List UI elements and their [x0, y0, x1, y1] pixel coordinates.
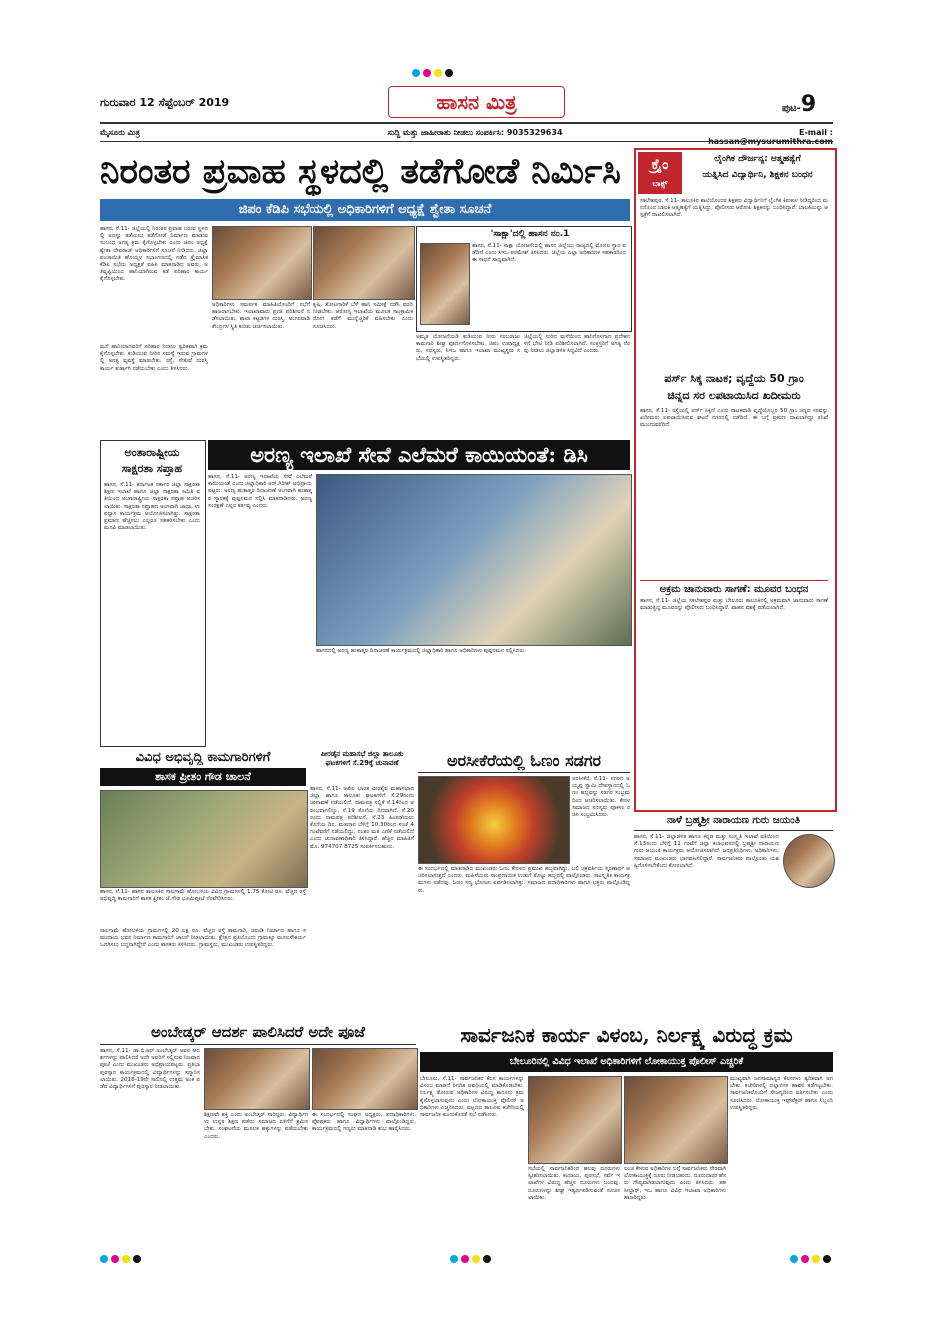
registration-marks-top — [412, 62, 532, 72]
vikasa-headline-1: ವಿವಿಧ ಅಭಿವೃದ್ಧಿ ಕಾಮಗಾರಿಗಳಿಗೆ — [135, 750, 271, 765]
lokayukta-col4: ಮುಖ್ಯವಾಗಿ ಜನಸಾಮಾನ್ಯರ ಕೆಲಸಗಳು ತ್ವರಿತವಾಗಿ ಆಗಬೇಕು. ಕಚೇರಿಗಳಲ್ಲಿ ದಲ್ಲಾಳಿಗಳ ಹಾವಳಿ ತಡೆಗಟ್ಟಬೇಕು. ಸಾರ್ವಜನಿಕರೊಂದಿಗೆ ಸೌಜನ್ಯದಿಂದ ವರ್ತಿಸಬೇಕು ಎಂದು ಸೂಚಿಸಿದರು. ಲೋಕಾಯುಕ್ತ ಇನ್ಸ್‌ಪೆಕ್ಟರ್ ಹಾಗೂ ಸಿಬ್ಬಂದಿ ಉಪಸ್ಥಿತರಿದ್ದರು. — [730, 1076, 833, 1111]
vikasa-headline-2: ಶಾಸಕ ಪ್ರೀತಂ ಗೌಡ ಚಾಲನೆ — [100, 768, 306, 786]
onam-side-text: ಅರಸೀಕೆರೆ, ಸೆ.11- ನಗರದ ಅಯ್ಯಪ್ಪ ಸ್ವಾಮಿ ದೇವಸ್ಥಾನದಲ್ಲಿ ಓಣಂ ಹಬ್ಬವನ್ನು ಸಡಗರ ಸಂಭ್ರಮದಿಂದ ಆಚರಿಸಲಾಯಿತು. ಕೇರಳ ಸಮಾಜದ ಸದಸ್ಯರು ಪೂಕಳಂ ರಚಿಸಿ ಸಂಭ್ರಮಿಸಿದರು. — [572, 776, 630, 819]
narayana-guru-body: ಹಾಸನ, ಸೆ.11- ಜಿಲ್ಲಾಡಳಿತ ಹಾಗೂ ಕನ್ನಡ ಮತ್ತು ಸಂಸ್ಕೃತಿ ಇಲಾಖೆ ವತಿಯಿಂದ ಸೆ.13ರಂದು ಬೆಳಿಗ್ಗೆ 11 ಗಂಟೆಗೆ ಜಿಲ್ಲಾ ಕಲಾಭವನದಲ್ಲಿ ಬ್ರಹ್ಮಶ್ರೀ ನಾರಾಯಣ ಗುರು ಜಯಂತಿ ಕಾರ್ಯಕ್ರಮ ಆಯೋಜಿಸಲಾಗಿದೆ. ಜನಪ್ರತಿನಿಧಿಗಳು, ಅಧಿಕಾರಿಗಳು, ಸಮಾಜದ ಮುಖಂಡರು ಭಾಗವಹಿಸಲಿದ್ದಾರೆ. ಸಾರ್ವಜನಿಕರು ಪಾಲ್ಗೊಂಡು ಯಶಸ್ವಿಗೊಳಿಸಬೇಕೆಂದು ಕೋರಲಾಗಿದೆ. — [634, 834, 779, 869]
lead-col6-text: ಜಿಲ್ಲೆಯಲ್ಲಿ ಸುರಿದ ಮಳೆಯಿಂದ ಹಾನಿಗೊಳಗಾದ ಪ್ರದೇಶಗಳಿಗೆ ಭೇಟಿ ನೀಡಿ ಪರಿಶೀಲಿಸಲಾಗಿದೆ. ಸಂತ್ರಸ್ತರಿಗೆ ಅಗತ್ಯ ನೆರವು ನೀಡಲು ಜಿಲ್ಲಾಡಳಿತ ಸಿದ್ಧವಿದೆ ಎಂದರು. — [524, 334, 630, 355]
issue-date: ಗುರುವಾರ 12 ಸೆಪ್ಟೆಂಬರ್ 2019 — [100, 96, 230, 109]
crime-story-2: ಹಾಸನ, ಸೆ.11- ರಸ್ತೆಯಲ್ಲಿ ಪರ್ಸ್ ಸಿಕ್ಕಿದೆ ಎಂದು ನಾಟಕವಾಡಿ ವೃದ್ಧೆಯೊಬ್ಬರ 50 ಗ್ರಾಂ ಚಿನ್ನದ ಸರವನ್ನು ಖದೀಮರು ಲಪಟಾಯಿಸಿರುವ ಘಟನೆ ನಗರದಲ್ಲಿ ನಡೆದಿದೆ. ಈ ಬಗ್ಗೆ ಪ್ರಕರಣ ದಾಖಲಾಗಿದ್ದು ತನಿಖೆ ಮುಂದುವರೆದಿದೆ. — [640, 408, 828, 429]
lead-photo-officer — [313, 226, 415, 300]
onam-headline: ಅರಸೀಕೆರೆಯಲ್ಲಿ ಓಣಂ ಸಡಗರ — [418, 750, 630, 773]
lead-col3-text: ಅಧಿಕಾರಿಗಳು ಸಮರ್ಪಕ ಮಾಹಿತಿಯೊಂದಿಗೆ ಸಭೆಗೆ ಹಾಜರಾಗಬೇಕು. ಇಲಾಖಾವಾರು ಪ್ರಗತಿ ಪರಿಶೀಲನೆ ನಡೆಸಲಾಯಿತು. ಶಾಲಾ ಕಟ್ಟಡಗಳ ದುರಸ್ತಿ, ಅಂಗನವಾಡಿ ಕೇಂದ್ರಗಳ ಸ್ಥಿತಿ ಕುರಿತು ಚರ್ಚಿಸಲಾಯಿತು. — [212, 302, 310, 330]
onam-body: ಈ ಸಂದರ್ಭದಲ್ಲಿ ಮಾತನಾಡಿದ ಮುಖಂಡರು ಓಣಂ ಕೇರಳದ ಪ್ರಮುಖ ಹಬ್ಬವಾಗಿದ್ದು, ಬಲಿ ಚಕ್ರವರ್ತಿಯ ಸ್ಮರಣಾರ್ಥ ಆಚರಿಸಲಾಗುತ್ತದೆ ಎಂದರು. ಮಹಿಳೆಯರು ಸಾಂಪ್ರದಾಯಿಕ ಉಡುಗೆ ತೊಟ್ಟು ಹಬ್ಬದಲ್ಲಿ ಪಾಲ್ಗೊಂಡರು. ಸಾಂಸ್ಕೃತಿಕ ಕಾರ್ಯಕ್ರಮಗಳು ನಡೆದವು. ಓಣಂ ಸದ್ಯ ಭೋಜನ ಏರ್ಪಡಿಸಲಾಗಿತ್ತು. ಸಮಾಜದ ಪದಾಧಿಕಾರಿಗಳು ಹಾಗೂ ಭಕ್ತರು ಪಾಲ್ಗೊಂಡಿದ್ದರು. — [418, 866, 630, 894]
lead-subhead: ಜಿಪಂ ಕೆಡಿಪಿ ಸಭೆಯಲ್ಲಿ ಅಧಿಕಾರಿಗಳಿಗೆ ಅಧ್ಯಕ್ಷೆ ಶ್ವೇತಾ ಸೂಚನೆ — [100, 199, 630, 221]
ambedkar-col3: ಈ ಸಂದರ್ಭದಲ್ಲಿ ಸಂಘದ ಅಧ್ಯಕ್ಷರು, ಪದಾಧಿಕಾರಿಗಳು, ಪೋಷಕರು ಹಾಗೂ ವಿದ್ಯಾರ್ಥಿಗಳು ಪಾಲ್ಗೊಂಡಿದ್ದರು. ಕಾರ್ಯಕ್ರಮದಲ್ಲಿ ಗಣ್ಯರು ಮಾತನಾಡಿ ಶುಭ ಹಾರೈಸಿದರು. — [312, 1112, 416, 1133]
page-label — [782, 92, 842, 117]
masthead-rule-top — [100, 122, 833, 124]
ceo-portrait — [420, 243, 470, 325]
forest-headline: ಅರಣ್ಯ ಇಲಾಖೆ ಸೇವೆ ಎಲೆಮರೆ ಕಾಯಿಯಂತೆ: ಡಿಸಿ — [208, 440, 630, 470]
lokayukta-col2: ಸಭೆಯಲ್ಲಿ ಸಾರ್ವಜನಿಕರಿಂದ ಹಲವು ದೂರುಗಳು ಸ್ವೀಕರಿಸಲಾಯಿತು. ಕಂದಾಯ, ಪುರಸಭೆ, ಸರ್ವೆ ಇಲಾಖೆಗಳ ವಿರುದ್ಧ ಹೆಚ್ಚಿನ ದೂರುಗಳು ಬಂದವು. ದೂರುಗಳನ್ನು ಶೀಘ್ರ ಇತ್ಯರ್ಥಪಡಿಸುವಂತೆ ಸೂಚಿಸಲಾಯಿತು. — [528, 1166, 620, 1201]
ambedkar-headline: ಅಂಬೇಡ್ಕರ್ ಆದರ್ಶ ಪಾಲಿಸಿದರೆ ಅದೇ ಪೂಜೆ — [100, 1020, 416, 1045]
crime-story-3: ಹಾಸನ, ಸೆ.11- ಜಿಲ್ಲೆಯ ಸಕಲೇಶಪುರ ಮತ್ತು ಬೇಲೂರು ತಾಲೂಕಿನಲ್ಲಿ ಅಕ್ರಮವಾಗಿ ಜಾನುವಾರು ಸಾಗಣೆ ಮಾಡುತ್ತಿದ್ದ ಮೂವರನ್ನು ಪೊಲೀಸರು ಬಂಧಿಸಿದ್ದಾರೆ. ವಾಹನ ವಶಕ್ಕೆ ಪಡೆಯಲಾಗಿದೆ. — [640, 598, 828, 612]
vikasa-photo — [100, 790, 308, 888]
saksharata-title-2: ಸಾಕ್ಷರತಾ ಸಪ್ತಾಹ — [121, 462, 183, 475]
election-headline: ಪೀರಡೈನ ಮಹಾಸಭೆ ಜಿಲ್ಲಾ ತಾಲೂಕು ಘಟಕಗಳಿಗೆ ಸೆ.29ಕ್ಕೆ ಚುನಾವಣೆ — [320, 750, 404, 767]
masthead-rule-bottom — [100, 141, 833, 142]
lead-photo-president — [212, 226, 312, 300]
lead-intro-text: ಹಾಸನ, ಸೆ.11- ಜಿಲ್ಲೆಯಲ್ಲಿ ನಿರಂತರ ಪ್ರವಾಹ ಬರುವ ಸ್ಥಳದಲ್ಲಿ ಅದನ್ನು ತಡೆಯಲು ತಡೆಗೋಡೆ ನಿರ್ಮಾಣ ಮಾಡುವ ಸಂಬಂಧ ಅಗತ್ಯ ಕ್ರಮ ಕೈಗೊಳ್ಳಬೇಕು ಎಂದು ಜಿಪಂ ಅಧ್ಯಕ್ಷೆ ಶ್ವೇತಾ ದೇವರಾಜ್ ಅಧಿಕಾರಿಗಳಿಗೆ ಸೂಚನೆ ನೀಡಿದರು. ಜಿಲ್ಲಾ ಪಂಚಾಯಿತಿ ಹೊಯ್ಸಳ ಸಭಾಂಗಣದಲ್ಲಿ ನಡೆದ ತ್ರೈಮಾಸಿಕ ಕೆಡಿಪಿ ಸಭೆಯ ಅಧ್ಯಕ್ಷತೆ ವಹಿಸಿ ಮಾತನಾಡಿದ ಅವರು, ಅತಿವೃಷ್ಟಿಯಿಂದ ಹಾನಿಯಾಗಿರುವ ಕಡೆ ಪರಿಹಾರ ಕಾರ್ಯ ಕೈಗೊಳ್ಳಬೇಕು. — [100, 226, 208, 283]
forest-photo — [316, 474, 632, 646]
sister-paper: ಮೈಸೂರು ಮಿತ್ರ — [100, 128, 140, 137]
lokayukta-col1: ಬೇಲೂರು, ಸೆ.11- ಸಾರ್ವಜನಿಕರ ಕೆಲಸ ಕಾರ್ಯಗಳನ್ನು ವಿಳಂಬ ಮಾಡದೆ ನಿಗದಿತ ಅವಧಿಯಲ್ಲಿ ಮಾಡಿಕೊಡಬೇಕು. ನಿರ್ಲಕ್ಷ್ಯ ತೋರುವ ಅಧಿಕಾರಿಗಳ ವಿರುದ್ಧ ಕಾನೂನು ಕ್ರಮ ಕೈಗೊಳ್ಳಲಾಗುವುದು ಎಂದು ಲೋಕಾಯುಕ್ತ ಪೊಲೀಸ್ ಅಧಿಕಾರಿಗಳು ಎಚ್ಚರಿಸಿದರು. ಪಟ್ಟಣದ ತಾಲೂಕು ಕಚೇರಿಯಲ್ಲಿ ಸಾರ್ವಜನಿಕ ಕುಂದುಕೊರತೆ ಸಭೆ ನಡೆಸಿದರು. — [420, 1076, 524, 1119]
crime-headline-3: ಪರ್ಸ್ ಸಿಕ್ಕ ನಾಟಕ; ವೃದ್ಧೆಯ 50 ಗ್ರಾಂ — [664, 372, 804, 385]
lead-headline: ನಿರಂತರ ಪ್ರವಾಹ ಸ್ಥಳದಲ್ಲಿ ತಡೆಗೋಡೆ ನಿರ್ಮಿಸಿ — [100, 151, 621, 192]
crime-badge-bottom: ಬಾಕ್ಸ್ — [652, 179, 668, 188]
registration-marks-bottom-center — [450, 1248, 510, 1258]
ambedkar-photo-2 — [312, 1048, 418, 1110]
narayana-guru-headline: ನಾಳೆ ಬ್ರಹ್ಮಶ್ರೀ ನಾರಾಯಣ ಗುರು ಜಯಂತಿ — [634, 812, 833, 831]
narayana-guru-portrait — [783, 834, 835, 888]
lead-col2-text: ಮನೆ ಹಾನಿಯಾದವರಿಗೆ ಪರಿಹಾರ ನೀಡಲು ತ್ವರಿತವಾಗಿ ಕ್ರಮ ಕೈಗೊಳ್ಳಬೇಕು. ಕುಡಿಯುವ ನೀರಿನ ಸಮಸ್ಯೆ ಇರುವ ಗ್ರಾಮಗಳಲ್ಲಿ ಅಗತ್ಯ ವ್ಯವಸ್ಥೆ ಮಾಡಬೇಕು. ರಸ್ತೆ, ಸೇತುವೆ ದುರಸ್ತಿ ಕಾರ್ಯ ತುರ್ತಾಗಿ ನಡೆಯಬೇಕು ಎಂದು ತಿಳಿಸಿದರು. — [100, 344, 208, 372]
forest-caption: ಹಾಸನದಲ್ಲಿ ಅರಣ್ಯ ಹುತಾತ್ಮರ ದಿನಾಚರಣೆ ಕಾರ್ಯಕ್ರಮದಲ್ಲಿ ಜಿಲ್ಲಾಧಿಕಾರಿ ಹಾಗೂ ಅಧಿಕಾರಿಗಳು ಪುಷ್ಪನಮನ ಸಲ್ಲಿಸಿದರು. — [316, 648, 527, 654]
crime-story-1: ಸಕಲೇಶಪುರ, ಸೆ.11- ತಾಲೂಕಿನ ಶಾಲೆಯೊಂದರ ಶಿಕ್ಷಕನು ವಿದ್ಯಾರ್ಥಿನಿಗೆ ಲೈಂಗಿಕ ಕಿರುಕುಳ ನೀಡಿದ್ದರಿಂದ ಮನನೊಂದ ಬಾಲಕಿ ಆತ್ಮಹತ್ಯೆಗೆ ಯತ್ನಿಸಿದ್ದು, ಪೊಲೀಸರು ಆರೋಪಿ ಶಿಕ್ಷಕನನ್ನು ಬಂಧಿಸಿದ್ದಾರೆ. ಬಾಲಕಿಯನ್ನು ಆಸ್ಪತ್ರೆಗೆ ದಾಖಲಿಸಲಾಗಿದೆ. — [640, 198, 828, 219]
registration-marks-bottom-right — [790, 1248, 850, 1258]
crime-headline-2: ಯತ್ನಿಸಿದ ವಿದ್ಯಾರ್ಥಿನಿ, ಶಿಕ್ಷಕನ ಬಂಧನ — [702, 170, 813, 180]
forest-body: ಹಾಸನ, ಸೆ.11- ಅರಣ್ಯ ಇಲಾಖೆಯ ಸೇವೆ ಎಲೆಮರೆ ಕಾಯಿಯಂತೆ ಎಂದು ಜಿಲ್ಲಾಧಿಕಾರಿ ಆರ್.ಗಿರೀಶ್ ಅಭಿಪ್ರಾಯಪಟ್ಟರು. ಅರಣ್ಯ ಹುತಾತ್ಮರ ದಿನಾಚರಣೆ ಅಂಗವಾಗಿ ಹುತಾತ್ಮರ ಸ್ಮಾರಕಕ್ಕೆ ಪುಷ್ಪನಮನ ಸಲ್ಲಿಸಿ ಮಾತನಾಡಿದರು. ಅರಣ್ಯ ಸಂರಕ್ಷಣೆ ಎಲ್ಲರ ಕರ್ತವ್ಯ ಎಂದರು. — [208, 474, 312, 509]
crime-headline-1: ಲೈಂಗಿಕ ದೌರ್ಜನ್ಯ: ಆತ್ಮಹತ್ಯೆಗೆ — [714, 154, 801, 164]
crime-headline-4: ಚಿನ್ನದ ಸರ ಲಪಟಾಯಿಸಿದ ಖದೀಮರು — [667, 389, 801, 402]
ambedkar-photo-1 — [204, 1048, 310, 1110]
lokayukta-col3: ಲಂಚ ಕೇಳುವ ಅಧಿಕಾರಿಗಳ ಬಗ್ಗೆ ಸಾರ್ವಜನಿಕರು ನೇರವಾಗಿ ಲೋಕಾಯುಕ್ತಕ್ಕೆ ದೂರು ನೀಡಬಹುದು. ದೂರುದಾರರ ಹೆಸರು ಗೌಪ್ಯವಾಗಿಡಲಾಗುವುದು ಎಂದು ತಿಳಿಸಿದರು. ತಹಸೀಲ್ದಾರ್, ಇಒ ಹಾಗೂ ವಿವಿಧ ಇಲಾಖಾ ಅಧಿಕಾರಿಗಳು ಹಾಜರಿದ್ದರು. — [624, 1166, 726, 1201]
crime-headline-5: ಅಕ್ರಮ ಜಾನುವಾರು ಸಾಗಣೆ: ಮೂವರ ಬಂಧನ — [640, 580, 828, 595]
saksharata-title-1: ಅಂತಾರಾಷ್ಟ್ರೀಯ — [124, 446, 180, 459]
ambedkar-body: ಹಾಸನ, ಸೆ.11- ಡಾ.ಬಿ.ಆರ್.ಅಂಬೇಡ್ಕರ್ ಅವರ ಆದರ್ಶಗಳನ್ನು ಪಾಲಿಸಿದರೆ ಅದೇ ಅವರಿಗೆ ಸಲ್ಲಿಸುವ ನಿಜವಾದ ಪೂಜೆ ಎಂದು ಮುಖಂಡರು ಅಭಿಪ್ರಾಯಪಟ್ಟರು. ಪ್ರತಿಭಾ ಪುರಸ್ಕಾರ ಕಾರ್ಯಕ್ರಮದಲ್ಲಿ ವಿದ್ಯಾರ್ಥಿಗಳನ್ನು ಸನ್ಮಾನಿಸಲಾಯಿತು. 2018-19ನೇ ಸಾಲಿನಲ್ಲಿ ಉತ್ತಮ ಅಂಕ ಪಡೆದ ವಿದ್ಯಾರ್ಥಿಗಳಿಗೆ ಪುರಸ್ಕಾರ ನೀಡಲಾಯಿತು. — [100, 1048, 200, 1091]
email-line: E-mail : — [799, 128, 833, 137]
vikasa-caption: ಹಾಸನ, ಸೆ.11- ಹಾಸನ ತಾಲೂಕಿನ ಸಾಲಗಾಮೆ ಹೋಬಳಿಯ ವಿವಿಧ ಗ್ರಾಮಗಳಲ್ಲಿ 1.75 ಕೋಟಿ ರೂ. ವೆಚ್ಚದ ರಸ್ತೆ ಅಭಿವೃದ್ಧಿ ಕಾಮಗಾರಿಗೆ ಶಾಸಕ ಪ್ರೀತಂ ಜೆ.ಗೌಡ ಭೂಮಿಪೂಜೆ ನೆರವೇರಿಸಿದರು. — [100, 889, 306, 903]
registration-marks-bottom-left — [100, 1248, 160, 1258]
lead-col5-text: ಅಮೃತ ಯೋಜನೆಯಡಿ ಕುಡಿಯುವ ನೀರು ಸರಬರಾಜು ಕಾಮಗಾರಿ ಶೀಘ್ರ ಪೂರ್ಣಗೊಳಿಸಬೇಕು. ಜಿಪಂ ಉಪಾಧ್ಯಕ್ಷರು, ಸದಸ್ಯರು, ಸಿಇಒ ಹಾಗೂ ಇಲಾಖಾ ಮುಖ್ಯಸ್ಥರು ಸಭೆಯಲ್ಲಿ ಉಪಸ್ಥಿತರಿದ್ದರು. — [416, 334, 520, 362]
crime-badge — [638, 152, 682, 194]
lokayukta-photo-2 — [624, 1076, 728, 1164]
vikasa-body: ಸಾಲಗಾಮೆ ಹೋಬಳಿಯ ಗ್ರಾಮಗಳಲ್ಲಿ 20 ಲಕ್ಷ ರೂ. ವೆಚ್ಚದ ರಸ್ತೆ ಕಾಮಗಾರಿ, ಚರಂಡಿ ನಿರ್ಮಾಣ ಹಾಗೂ ಸಮುದಾಯ ಭವನ ನಿರ್ಮಾಣ ಕಾಮಗಾರಿಗೆ ಚಾಲನೆ ನೀಡಲಾಯಿತು. ಕ್ಷೇತ್ರದ ಪ್ರತಿಯೊಂದು ಗ್ರಾಮಕ್ಕೂ ಮೂಲಸೌಕರ್ಯ ಒದಗಿಸಲು ಬದ್ಧನಾಗಿದ್ದೇನೆ ಎಂದು ಶಾಸಕರು ತಿಳಿಸಿದರು. ಗ್ರಾಮಸ್ಥರು, ಮುಖಂಡರು ಉಪಸ್ಥಿತರಿದ್ದರು. — [100, 928, 306, 949]
paper-name-logo: ಹಾಸನ ಮಿತ್ರ — [388, 86, 565, 118]
onam-photo — [418, 776, 570, 864]
page-number: 9 — [800, 92, 817, 117]
crime-badge-top: ಕ್ರೈಂ — [651, 157, 669, 173]
ambedkar-col2: ಶಿಕ್ಷಣವೇ ಶಕ್ತಿ ಎಂದು ಅಂಬೇಡ್ಕರ್ ಸಾರಿದ್ದರು. ವಿದ್ಯಾರ್ಥಿಗಳು ಉನ್ನತ ಶಿಕ್ಷಣ ಪಡೆದು ಸಮಾಜದ ಏಳಿಗೆಗೆ ಶ್ರಮಿಸಬೇಕು. ಸಂಘಟನೆಯ ಮೂಲಕ ಹಕ್ಕುಗಳನ್ನು ಪಡೆಯಬೇಕು ಎಂದರು. — [204, 1112, 308, 1140]
page-label-text: ಪುಟ- — [782, 103, 801, 114]
lokayukta-photo-1 — [528, 1076, 622, 1164]
contact-line: ಸುದ್ದಿ ಮತ್ತು ಜಾಹೀರಾತು ನೀಡಲು ಸಂಪರ್ಕಿಸಿ: 9035329634 — [387, 128, 563, 137]
election-body: ಹಾಸನ, ಸೆ.11- ಅಖಿಲ ಭಾರತ ವೀರಶೈವ ಮಹಾಸಭಾದ ಜಿಲ್ಲಾ ಹಾಗೂ ತಾಲೂಕು ಘಟಕಗಳಿಗೆ ಸೆ.29ರಂದು ಚುನಾವಣೆ ನಡೆಯಲಿದೆ. ನಾಮಪತ್ರ ಸಲ್ಲಿಕೆ ಸೆ.14ರಿಂದ ಆರಂಭವಾಗಲಿದ್ದು, ಸೆ.19 ಕೊನೆಯ ದಿನವಾಗಿದೆ. ಸೆ.20ರಂದು ನಾಮಪತ್ರ ಪರಿಶೀಲನೆ, ಸೆ.23 ಹಿಂಪಡೆಯಲು ಕೊನೆಯ ದಿನ. ಮತದಾನ ಬೆಳಿಗ್ಗೆ 10.30ರಿಂದ ಸಂಜೆ 4 ಗಂಟೆವರೆಗೆ ನಡೆಯಲಿದ್ದು, ನಂತರ ಮತ ಎಣಿಕೆ ನಡೆಯಲಿದೆ ಎಂದು ಚುನಾವಣಾಧಿಕಾರಿ ತಿಳಿಸಿದ್ದಾರೆ. ಹೆಚ್ಚಿನ ಮಾಹಿತಿಗೆ ಮೊ. 974707 8725 ಸಂಪರ್ಕಿಸಬಹುದು. — [310, 786, 414, 850]
saksharata-body: ಹಾಸನ, ಸೆ.11- ಕರ್ನಾಟಕ ಸರ್ಕಾರ ಜಿಲ್ಲಾ ಸಾಕ್ಷರತಾ ಶಿಕ್ಷಣ ಇಲಾಖೆ ಹಾಗೂ ಜಿಲ್ಲಾ ಸಾಕ್ಷರತಾ ಸಮಿತಿ ವತಿಯಿಂದ ಅಂತಾರಾಷ್ಟ್ರೀಯ ಸಾಕ್ಷರತಾ ಸಪ್ತಾಹ ಆಚರಿಸಲಾಯಿತು. ಸಾಕ್ಷರತಾ ಸಪ್ತಾಹದ ಅಂಗವಾಗಿ ಜಾಥಾ, ಉಪನ್ಯಾಸ ಕಾರ್ಯಕ್ರಮ ಆಯೋಜಿಸಲಾಗಿತ್ತು. ಸಾಕ್ಷರತಾ ಪ್ರಮಾಣ ಹೆಚ್ಚಿಸಲು ಎಲ್ಲರೂ ಸಹಕರಿಸಬೇಕು ಎಂದು ಮನವಿ ಮಾಡಲಾಯಿತು. — [104, 482, 200, 532]
hasana-no1-body: ಹಾಸನ, ಸೆ.11- ಸಾಕ್ಷಾ ಯೋಜನೆಯಲ್ಲಿ ಹಾಸನ ಜಿಲ್ಲೆಯು ರಾಜ್ಯದಲ್ಲಿ ಮೊದಲ ಸ್ಥಾನ ಪಡೆದಿದೆ ಎಂದು ಸಿಇಒ ಪರಮೇಶ್ ತಿಳಿಸಿದರು. ಜಿಲ್ಲೆಯ ಎಲ್ಲಾ ಅಧಿಕಾರಿಗಳ ಸಹಕಾರದಿಂದ ಈ ಸಾಧನೆ ಸಾಧ್ಯವಾಗಿದೆ. — [472, 243, 626, 264]
lokayukta-subhead: ಬೇಲೂರಿನಲ್ಲಿ ವಿವಿಧ ಇಲಾಖೆ ಅಧಿಕಾರಿಗಳಿಗೆ ಲೋಕಾಯುಕ್ತ ಪೊಲೀಸ್ ಎಚ್ಚರಿಕೆ — [420, 1052, 833, 1072]
lead-col4-text: ಕೃಷಿ, ತೋಟಗಾರಿಕೆ ಬೆಳೆ ಹಾನಿ ಸಮೀಕ್ಷೆ ನಡೆಸಿ ವರದಿ ನೀಡಬೇಕು. ಆರೋಗ್ಯ ಇಲಾಖೆಯ ಮೂಲಕ ಸಾಂಕ್ರಾಮಿಕ ರೋಗ ತಡೆಗೆ ಮುನ್ನೆಚ್ಚರಿಕೆ ವಹಿಸಬೇಕು ಎಂದು ಸೂಚಿಸಿದರು. — [313, 302, 413, 330]
lokayukta-headline: ಸಾರ್ವಜನಿಕ ಕಾರ್ಯ ವಿಳಂಬ, ನಿರ್ಲಕ್ಷ್ಯ ವಿರುದ್ಧ ಕ್ರಮ — [460, 1023, 793, 1047]
hasana-no1-title: 'ಸಾಕ್ಷಾ'ದಲ್ಲಿ ಹಾಸನ ನಂ.1 — [490, 229, 570, 239]
